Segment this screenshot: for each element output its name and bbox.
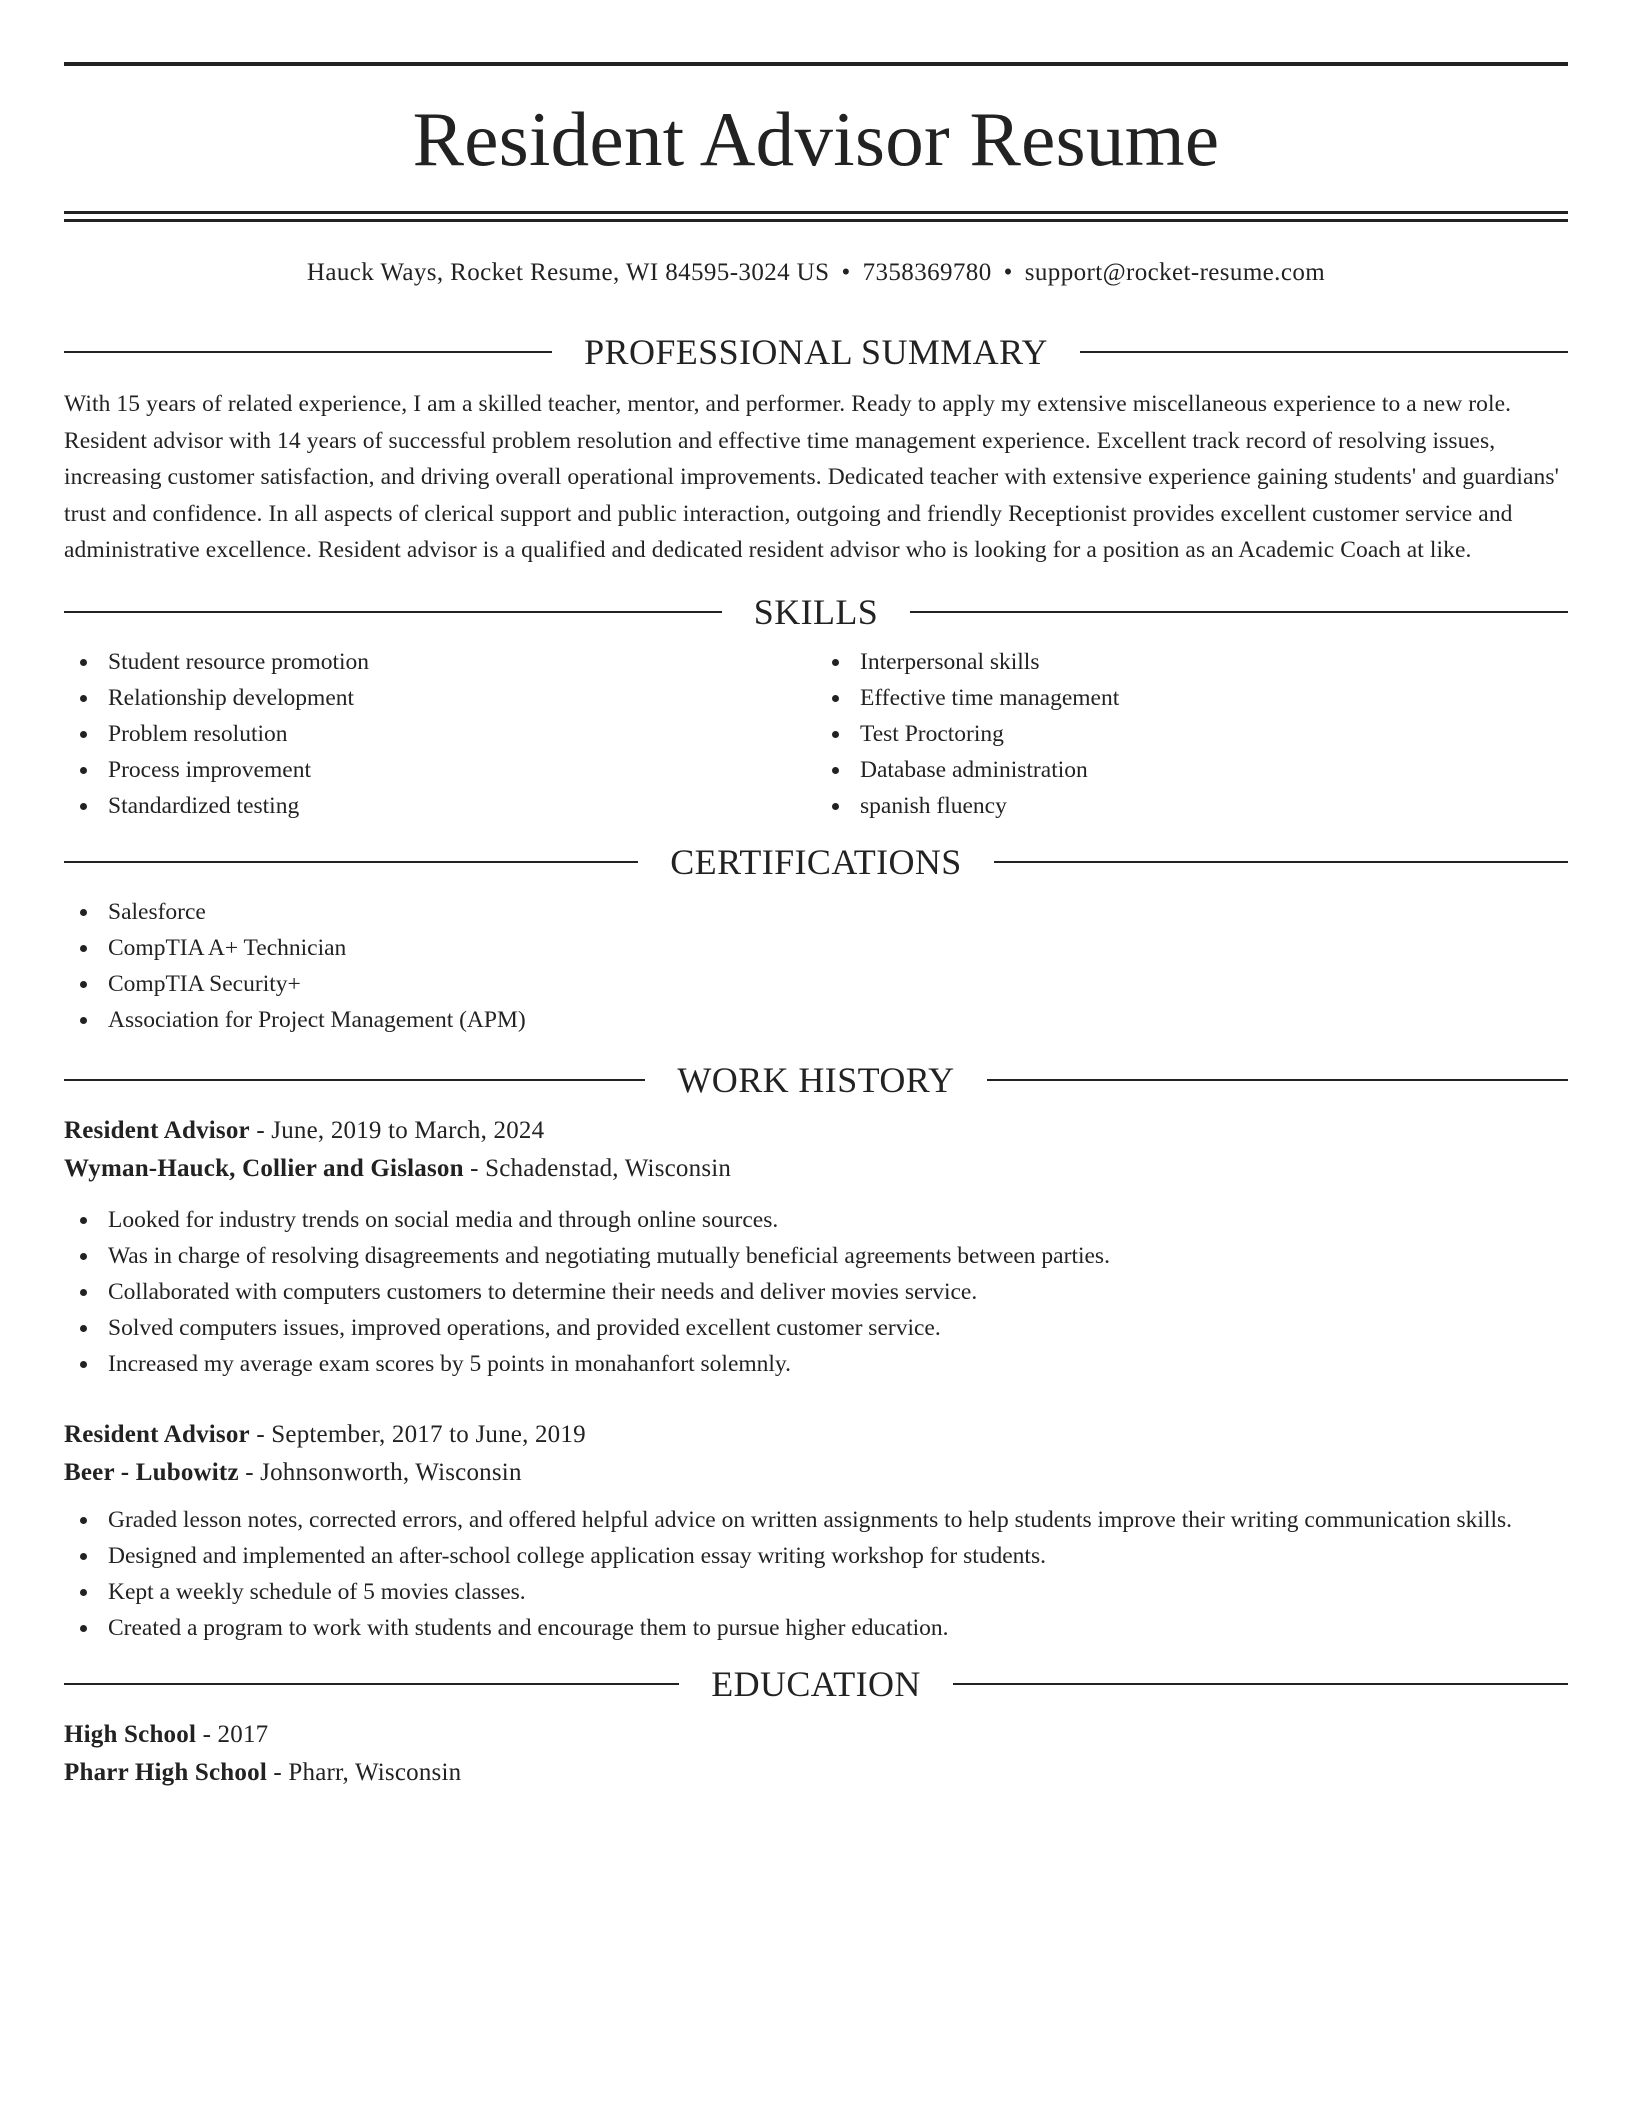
- skills-list: [64, 644, 1568, 824]
- education-degree: High School: [64, 1721, 197, 1748]
- skill-item: Relationship development: [64, 680, 816, 716]
- section-title: PROFESSIONAL SUMMARY: [584, 332, 1048, 372]
- job-company: Beer - Lubowitz: [64, 1459, 239, 1486]
- job-bullet: Graded lesson notes, corrected errors, and offered helpful advice on written assignments to help students improve their writing communication skills.: [64, 1502, 1568, 1538]
- skill-item: spanish fluency: [816, 788, 1568, 824]
- skills-column-left: [64, 644, 816, 824]
- job-dates: - September, 2017 to June, 2019: [256, 1421, 586, 1448]
- resume-title: Resident Advisor Resume: [412, 96, 1220, 182]
- job-bullet: Collaborated with computers customers to determine their needs and deliver movies service.: [64, 1274, 1568, 1310]
- job-company-line: [64, 1150, 1568, 1188]
- heading-rule: [994, 861, 1568, 863]
- skill-item: Interpersonal skills: [816, 644, 1568, 680]
- contact-address: Hauck Ways, Rocket Resume, WI 84595-3024 US: [306, 259, 830, 286]
- resume-page: [64, 62, 1568, 1792]
- job-bullet: Designed and implemented an after-school college application essay writing workshop for students.: [64, 1538, 1568, 1574]
- job-entry: [64, 1416, 1568, 1646]
- contact-separator: •: [841, 259, 851, 286]
- heading-rule: [953, 1683, 1568, 1685]
- skill-item: Process improvement: [64, 752, 816, 788]
- job-location: - Johnsonworth, Wisconsin: [245, 1459, 522, 1486]
- job-bullet: Solved computers issues, improved operations, and provided excellent customer service.: [64, 1310, 1568, 1346]
- job-title-line: [64, 1416, 1568, 1454]
- heading-rule: [64, 611, 722, 613]
- contact-phone: 7358369780: [862, 259, 992, 286]
- skill-item: Standardized testing: [64, 788, 816, 824]
- heading-rule: [987, 1079, 1568, 1081]
- job-dates: - June, 2019 to March, 2024: [256, 1117, 545, 1144]
- education-degree-line: [64, 1716, 1568, 1754]
- section-title: SKILLS: [753, 592, 879, 632]
- skill-item: Student resource promotion: [64, 644, 816, 680]
- skill-item: Effective time management: [816, 680, 1568, 716]
- job-company: Wyman-Hauck, Collier and Gislason: [64, 1155, 464, 1182]
- heading-rule: [64, 1683, 679, 1685]
- double-rule: [64, 211, 1568, 222]
- heading-rule: [64, 861, 638, 863]
- job-company-line: [64, 1454, 1568, 1492]
- section-heading-education: [64, 1664, 1568, 1704]
- job-title: Resident Advisor: [64, 1421, 250, 1448]
- job-bullet: Kept a weekly schedule of 5 movies classes.: [64, 1574, 1568, 1610]
- certification-item: Salesforce: [64, 894, 1568, 930]
- heading-rule: [64, 1079, 645, 1081]
- job-bullets: [64, 1502, 1568, 1646]
- section-heading-work: [64, 1060, 1568, 1100]
- job-title-line: [64, 1112, 1568, 1150]
- section-heading-skills: [64, 592, 1568, 632]
- job-entry: [64, 1112, 1568, 1382]
- certification-item: CompTIA Security+: [64, 966, 1568, 1002]
- education-year: - 2017: [202, 1721, 269, 1748]
- section-heading-summary: [64, 332, 1568, 372]
- section-title: EDUCATION: [711, 1664, 921, 1704]
- top-rule: [64, 62, 1568, 66]
- job-bullets: [64, 1202, 1568, 1382]
- skill-item: Problem resolution: [64, 716, 816, 752]
- section-title: CERTIFICATIONS: [670, 842, 962, 882]
- heading-rule: [64, 351, 552, 353]
- education-entry: [64, 1716, 1568, 1792]
- job-bullet: Created a program to work with students and encourage them to pursue higher education.: [64, 1610, 1568, 1646]
- job-bullet: Was in charge of resolving disagreements and negotiating mutually beneficial agreements between parties.: [64, 1238, 1568, 1274]
- skill-item: Database administration: [816, 752, 1568, 788]
- heading-rule: [910, 611, 1568, 613]
- skills-column-right: [816, 644, 1568, 824]
- education-school: Pharr High School: [64, 1759, 267, 1786]
- job-bullet: Looked for industry trends on social media and through online sources.: [64, 1202, 1568, 1238]
- job-location: - Schadenstad, Wisconsin: [470, 1155, 732, 1182]
- certifications-list: [64, 894, 1568, 1038]
- certification-item: Association for Project Management (APM): [64, 1002, 1568, 1038]
- section-title: WORK HISTORY: [677, 1060, 955, 1100]
- certification-item: CompTIA A+ Technician: [64, 930, 1568, 966]
- education-location: - Pharr, Wisconsin: [273, 1759, 462, 1786]
- skill-item: Test Proctoring: [816, 716, 1568, 752]
- heading-rule: [1080, 351, 1568, 353]
- section-heading-certifications: [64, 842, 1568, 882]
- job-bullet: Increased my average exam scores by 5 points in monahanfort solemnly.: [64, 1346, 1568, 1382]
- contact-line: [64, 258, 1568, 288]
- contact-email: support@rocket-resume.com: [1024, 259, 1326, 286]
- summary-text: With 15 years of related experience, I am a skilled teacher, mentor, and performer. Ready to apply my extensive miscellaneous experience to a new role. Resident advisor with 14 years of successful problem resolution and effective time management experience. Excellent track record of resolving issues, increasing customer satisfaction, and driving overall operational improvements. Dedicated teacher with extensive experience gaining students' and guardians' trust and confidence. In all aspects of clerical support and public interaction, outgoing and friendly Receptionist provides excellent customer service and administrative excellence. Resident advisor is a qualified and dedicated resident advisor who is looking for a position as an Academic Coach at like.: [64, 391, 1559, 563]
- education-school-line: [64, 1754, 1568, 1792]
- contact-separator: •: [1003, 259, 1013, 286]
- job-title: Resident Advisor: [64, 1117, 250, 1144]
